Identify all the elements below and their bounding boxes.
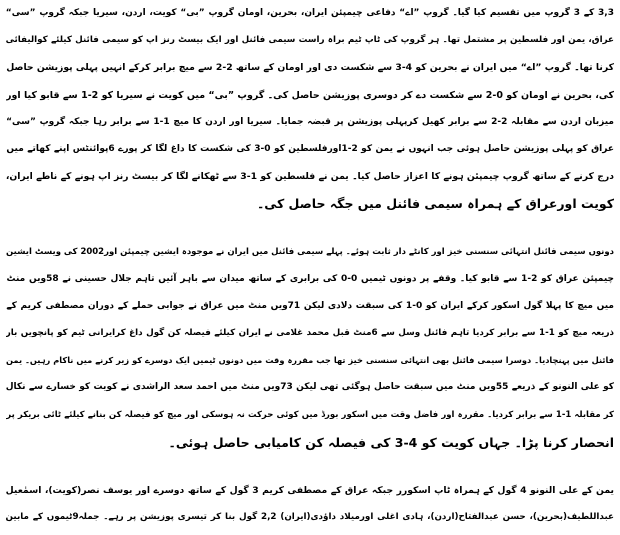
paragraph-gap	[6, 456, 614, 477]
paragraph-groups	[6, 0, 614, 218]
text-line: عراق کو پہلی پوزیشن حاصل ہوئی جب انہوں نے یمن کو 2-1اورفلسطین کو 0-3 کی شکست کا داغ لگا کر پورے 6پوائنٹس اپنے کھاتے میں	[6, 143, 614, 154]
text-line: عبداللطیف(بحرین)، حسن عبدالفتاح(اردن)، ہادی اغلی اورمیلاد داؤدی(ایران) 2,2 گول بنا کر تیسری پوزیشن پر رہے۔ جملہ9ٹیموں کے مابین	[6, 512, 614, 523]
article-body	[6, 0, 614, 531]
text-line: ذریعہ میچ کو 1-1 سے برابر کردیا تاہم فائنل وسل سے 6منٹ قبل محمد غلامی نے ایران کیلئے فیصلہ کن گول داغ کرایرانی ٹیم کو پانچویں بار	[6, 328, 614, 339]
text-line: کر مقابلہ 1-1 سے برابر کردیا۔ مقررہ اور فاضل وقت میں اسکور بورڈ میں کوئی حرکت نہ ہوسکی اور میچ کو فیصلہ کن بنانے کیلئے ٹائی بریکر پر	[6, 409, 614, 420]
text-line: کویت اورعراق کے ہمراہ سیمی فائنل میں جگہ حاصل کی۔	[256, 196, 614, 212]
text-line: 3,3 کے 3 گروپ میں تقسیم کیا گیا۔ گروپ ”اے“ دفاعی چیمپئن ایران، بحرین، اومان گروپ ”بی“ کویت، اردن، سیریا جبکہ گروپ ”سی“	[6, 8, 614, 18]
paragraph-semifinals	[6, 239, 614, 457]
text-line: کو علی النونو کے ذریعے 55ویں منٹ میں سبقت حاصل ہوگئی تھی لیکن 73ویں منٹ میں احمد سعد الراشدی نے کویت کو خسارے سے نکال	[6, 382, 614, 393]
text-line: عراق، یمن اور فلسطین پر مشتمل تھا۔ ہر گروپ کی ٹاپ ٹیم براہ راست سیمی فائنل اور ایک بیسٹ رنز اپ کو سیمی فائنل کیلئے کوالیفائی	[6, 35, 614, 46]
text-line: انحصار کرنا پڑا۔ جہاں کویت کو 4-3 کی فیصلہ کن کامیابی حاصل ہوئی۔	[168, 434, 614, 450]
text-line: میں میچ کا پہلا گول اسکور کرکے ایران کو 0-1 کی سبقت دلادی لیکن 71ویں منٹ میں عراق نے جوابی حملے کے دوران مصطفی کریم کے	[6, 300, 614, 311]
text-line: یمن کے علی النونو 4 گول کے ہمراہ ٹاپ اسکورر جبکہ عراق کے مصطفی کریم 3 گول کے ساتھ دوسرے اور یوسف نصر(کویت)، اسمٰعیل	[6, 485, 614, 496]
text-line: دونوں سیمی فائنل انتہائی سنسنی خیز اور کانٹے دار ثابت ہوئے۔ پہلے سیمی فائنل میں ایران نے موجودہ ایشین چیمپئن اور2002 کی ویسٹ ایشین	[6, 246, 614, 257]
text-line: فائنل میں پہنچادیا۔ دوسرا سیمی فائنل بھی انتہائی سنسنی خیز تھا جب مقررہ وقت میں دونوں ٹیمیں ایک دوسرے کو زیر کرنے میں ناکام رہیں۔ یمن	[6, 355, 614, 366]
text-line: درج کرنے کے ساتھ گروپ چیمپئن ہونے کا اعزاز حاصل کیا۔ یمن نے فلسطین کو 1-3 سے ٹھکانے لگا کر بیسٹ رنز اپ ہونے کے ناطے ایران،	[6, 171, 614, 183]
text-line: کرنا تھا۔ گروپ ”اے“ میں ایران نے بحرین کو 4-3 سے شکست دی اور اومان کے ساتھ 2-2 سے میچ برابر کرکے انہیں پہلی پوزیشن حاصل	[6, 62, 614, 74]
text-line: میزبان اردن سے مقابلہ 2-2 سے برابر کھیل کرپہلی پوزیشن پر قبضہ جمایا۔ سیریا اور اردن کا میچ 1-1 سے برابر رہا جبکہ گروپ ”سی“	[6, 116, 614, 127]
text-line: کی، بحرین نے اومان کو 0-2 سے شکست دے کر دوسری پوزیشن حاصل کی۔ گروپ ”بی“ میں کویت نے سیریا کو 2-1 سے قابو کیا اور	[6, 89, 614, 101]
paragraph-top-scorers	[6, 477, 614, 531]
text-line: چیمپئن عراق کو 2-1 سے قابو کیا۔ وقفے پر دونوں ٹیمیں 0-0 کی برابری کے ساتھ میدان سے باہر آئیں تاہم جلال حسینی نے 58ویں منٹ	[6, 273, 614, 284]
paragraph-gap	[6, 218, 614, 239]
